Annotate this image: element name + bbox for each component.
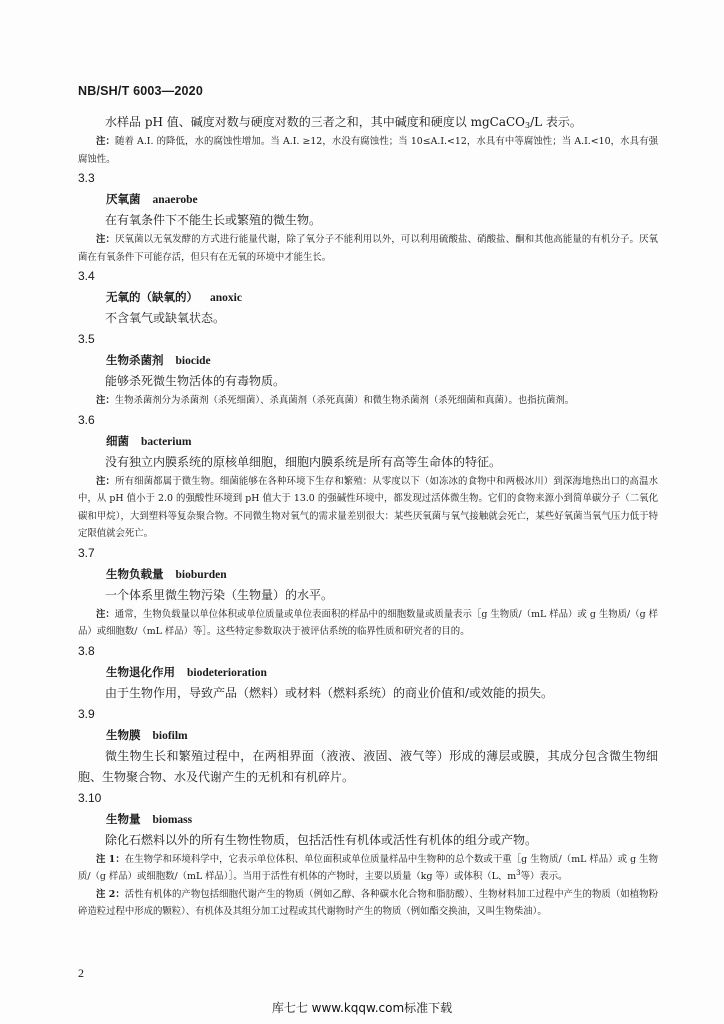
term-bacterium: 细菌 bacterium <box>106 433 192 448</box>
note-2-biomass: 注 2：活性有机体的产物包括细胞代谢产生的物质（例如乙醇、各种碳水化合物和脂肪酸）、生物材料加工过程中产生的物质（如植物粉碎造粒过程中形成的颗粒）、有机体及其组分加工过程或其代谢物时产生的物质（例如酯交换油，又叫生物柴油）。 <box>78 888 658 917</box>
clause-number-3-7: 3.7 <box>78 545 95 560</box>
term-biodeterioration: 生物退化作用 biodeterioration <box>106 664 267 679</box>
terms-content <box>78 112 658 921</box>
term-biocide: 生物杀菌剂 biocide <box>106 353 211 367</box>
note-1-biomass: 注 1：在生物学和环境科学中，它表示单位体积、单位面积或单位质量样品中生物种的总个数或干重［g 生物质/（mL 样品）或 g 生物质/（g 样品）或细胞数/（mL 样品）］。当用于活性有机体的产物时，主要以质量（kg 等）或体积（L、$m^3$等）表示。 <box>78 853 658 882</box>
definition-anoxic: 不含氧气或缺氧状态。 <box>105 311 226 325</box>
clause-number-3-6: 3.6 <box>78 412 95 427</box>
definition-bioburden: 一个体系里微生物污染（生物量）的水平。 <box>105 587 334 602</box>
source-footer-text: 库七七 www.kqqw.com标准下载 <box>271 1001 453 1015</box>
term-anaerobe: 厌氧菌 anaerobe <box>106 192 198 206</box>
clause-number-3-9: 3.9 <box>78 706 95 721</box>
note-anaerobe: 注：厌氧菌以无氧发酵的方式进行能量代谢，除了氧分子不能利用以外，可以利用硫酸盐、硝酸盐、酮和其他高能量的有机分子。厌氧菌在有氧条件下可能存活，但只有在无氧的环境中才能生长。 <box>78 234 658 263</box>
definition-biofilm: 微生物生长和繁殖过程中，在两相界面（液液、液固、液气等）形成的薄层或膜，其成分包含微生物细胞、生物聚合物、水及代谢产生的无机和有机碎片。 <box>78 748 658 784</box>
term-biomass: 生物量 biomass <box>106 811 193 826</box>
note-bacterium: 注：所有细菌都属于微生物。细菌能够在各种环境下生存和繁殖：从零度以下（如冻冰的食物中和两极冰川）到深海地热出口的高温水中，从 pH 值小于 2.0 的强酸性环境到 pH 值大于 13.0 的强碱性环境中，都发现过活体微生物。它们的食物来源小到简单碳分子（二氧化碳和甲烷），大到塑料等复杂聚合物。不同微生物对氧气的需求量差别很大：某些厌氧菌与氧气接触就会死亡，某些好氧菌当氧气压力低于特定限值就会死亡。 <box>78 475 658 539</box>
standard-code-header: NB/SH/T 6003—2020 <box>78 84 203 98</box>
clause-number-3-3: 3.3 <box>78 171 95 185</box>
note-biocide: 注：生物杀菌剂分为杀菌剂（杀死细菌）、杀真菌剂（杀死真菌）和微生物杀菌剂（杀死细菌和真菌）。也指抗菌剂。 <box>96 395 575 406</box>
definition-biodeterioration: 由于生物作用，导致产品（燃料）或材料（燃料系统）的商业价值和/或效能的损失。 <box>105 685 554 700</box>
definition-biomass: 除化石燃料以外的所有生物性物质，包括活性有机体或活性有机体的组分或产物。 <box>105 832 538 847</box>
term-biofilm: 生物膜 biofilm <box>106 727 188 742</box>
intro-continuation: 水样品 pH 值、碱度对数与硬度对数的三者之和，其中碱度和硬度以 mgCaCO$_3$/L 表示。 <box>105 115 582 130</box>
clause-number-3-8: 3.8 <box>78 643 95 658</box>
term-anoxic: 无氧的（缺氧的） anoxic <box>106 290 242 304</box>
definition-anaerobe: 在有氧条件下不能生长或繁殖的微生物。 <box>105 213 322 227</box>
clause-number-3-4: 3.4 <box>78 269 95 283</box>
clause-number-3-5: 3.5 <box>78 332 95 346</box>
clause-number-3-10: 3.10 <box>78 790 102 805</box>
intro-note: 注：随着 A.I. 的降低，水的腐蚀性增加。当 A.I. ≥12，水没有腐蚀性；当 10≤A.I.<12，水具有中等腐蚀性；当 A.I.<10，水具有强腐蚀性。 <box>78 136 658 165</box>
page-number: 2 <box>78 966 84 980</box>
definition-bacterium: 没有独立内膜系统的原核单细胞，细胞内膜系统是所有高等生命体的特征。 <box>105 454 502 469</box>
term-bioburden: 生物负载量 bioburden <box>106 566 227 581</box>
definition-biocide: 能够杀死微生物活体的有毒物质。 <box>105 374 286 388</box>
note-bioburden: 注：通常，生物负载量以单位体积或单位质量或单位表面积的样品中的细胞数量或质量表示［g 生物质/（mL 样品）或 g 生物质/（g 样品）或细胞数/（mL 样品）等］。这些特定参数取决于被评估系统的临界性质和研究者的目的。 <box>78 608 658 637</box>
